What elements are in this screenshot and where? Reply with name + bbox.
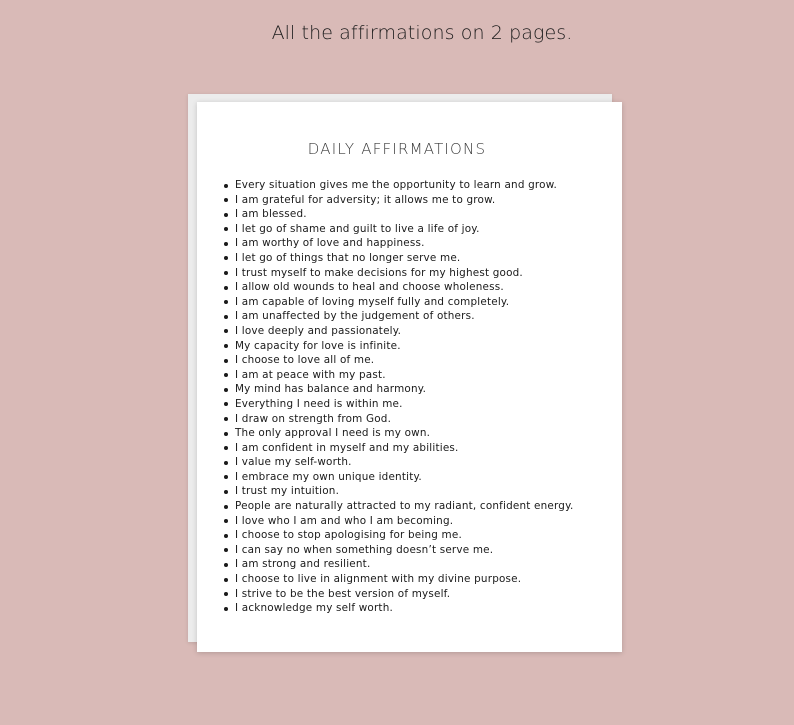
affirmation-item (222, 484, 573, 499)
affirmation-item (222, 368, 573, 383)
affirmation-item (222, 266, 573, 281)
bullet-icon (224, 344, 228, 348)
bullet-icon (224, 446, 228, 450)
affirmation-text: People are naturally attracted to my radiant, confident energy. (235, 500, 574, 513)
bullet-icon (224, 607, 228, 611)
affirmation-text: My mind has balance and harmony. (235, 383, 427, 396)
bullet-icon (224, 402, 228, 406)
affirmation-item (222, 528, 573, 543)
affirmation-item (222, 193, 573, 208)
bullet-icon (224, 329, 228, 333)
affirmation-item (222, 499, 573, 514)
bullet-icon (224, 592, 228, 596)
bullet-icon (224, 578, 228, 582)
bullet-icon (224, 548, 228, 552)
affirmation-item (222, 514, 573, 529)
affirmation-text: I am strong and resilient. (235, 558, 371, 571)
bullet-icon (224, 519, 228, 523)
front-page (197, 102, 622, 652)
bullet-icon (224, 490, 228, 494)
affirmation-item (222, 601, 573, 616)
bullet-icon (224, 256, 228, 260)
document-title: DAILY AFFIRMATIONS (307, 140, 487, 158)
affirmation-text: I draw on strength from God. (235, 412, 392, 425)
affirmation-item (222, 557, 573, 572)
affirmation-item (222, 222, 573, 237)
affirmation-text: The only approval I need is my own. (235, 427, 431, 440)
affirmation-text: I am capable of loving myself fully and completely. (235, 295, 510, 308)
affirmation-item (222, 251, 573, 266)
caption: All the affirmations on 2 pages. (271, 22, 573, 44)
affirmation-item (222, 441, 573, 456)
affirmation-text: I let go of things that no longer serve me. (235, 251, 461, 264)
affirmation-text: Everything I need is within me. (235, 397, 403, 410)
bullet-icon (224, 359, 228, 363)
bullet-icon (224, 271, 228, 275)
affirmation-item (222, 426, 573, 441)
affirmation-text: I embrace my own unique identity. (235, 470, 422, 483)
affirmation-text: I value my self-worth. (235, 456, 352, 469)
affirmation-item (222, 309, 573, 324)
affirmation-text: I choose to love all of me. (235, 354, 375, 367)
bullet-icon (224, 315, 228, 319)
bullet-icon (224, 242, 228, 246)
affirmation-text: I acknowledge my self worth. (235, 602, 393, 615)
affirmation-item (222, 353, 573, 368)
affirmation-text: I trust myself to make decisions for my highest good. (235, 266, 523, 279)
bullet-icon (224, 300, 228, 304)
affirmation-text: I am unaffected by the judgement of others. (235, 310, 475, 323)
affirmation-list (222, 178, 573, 616)
affirmation-text: I allow old wounds to heal and choose wholeness. (235, 281, 504, 294)
bullet-icon (224, 198, 228, 202)
affirmation-item (222, 295, 573, 310)
affirmation-item (222, 236, 573, 251)
bullet-icon (224, 227, 228, 231)
affirmation-text: I love deeply and passionately. (235, 324, 402, 337)
affirmation-item (222, 280, 573, 295)
affirmation-text: I strive to be the best version of myself. (235, 587, 451, 600)
affirmation-text: I am confident in myself and my abilities. (235, 441, 459, 454)
affirmation-item (222, 412, 573, 427)
affirmation-text: I choose to live in alignment with my divine purpose. (235, 573, 522, 586)
affirmation-item (222, 339, 573, 354)
affirmation-text: I trust my intuition. (235, 485, 340, 498)
affirmation-text: I am blessed. (235, 208, 307, 221)
bullet-icon (224, 432, 228, 436)
bullet-icon (224, 534, 228, 538)
affirmation-text: I love who I am and who I am becoming. (235, 514, 454, 527)
bullet-icon (224, 286, 228, 290)
affirmation-item (222, 470, 573, 485)
affirmation-item (222, 397, 573, 412)
bullet-icon (224, 373, 228, 377)
affirmation-text: My capacity for love is infinite. (235, 339, 401, 352)
bullet-icon (224, 213, 228, 217)
affirmation-text: I am at peace with my past. (235, 368, 386, 381)
affirmation-text: I let go of shame and guilt to live a life of joy. (235, 222, 480, 235)
bullet-icon (224, 505, 228, 509)
affirmation-text: Every situation gives me the opportunity to learn and grow. (235, 179, 557, 191)
affirmation-item (222, 543, 573, 558)
affirmation-item (222, 324, 573, 339)
affirmation-item (222, 572, 573, 587)
affirmation-item (222, 455, 573, 470)
affirmation-item (222, 587, 573, 602)
bullet-icon (224, 184, 228, 188)
affirmation-text: I am grateful for adversity; it allows me to grow. (235, 193, 496, 206)
bullet-icon (224, 461, 228, 465)
bullet-icon (224, 563, 228, 567)
bullet-icon (224, 475, 228, 479)
affirmation-text: I choose to stop apologising for being me. (235, 529, 462, 542)
affirmation-item (222, 178, 573, 193)
bullet-icon (224, 417, 228, 421)
affirmation-item (222, 207, 573, 222)
affirmation-item (222, 382, 573, 397)
bullet-icon (224, 388, 228, 392)
affirmation-text: I can say no when something doesn’t serve me. (235, 543, 494, 556)
affirmation-text: I am worthy of love and happiness. (235, 237, 425, 250)
